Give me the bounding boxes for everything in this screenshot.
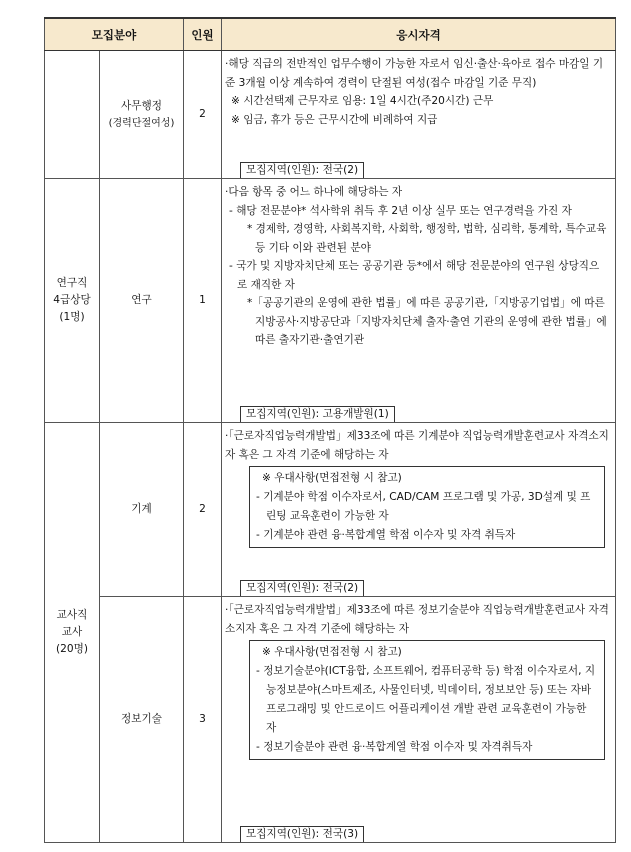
table-row (45, 51, 616, 179)
region-label: 모집지역(인원): 전국(2) (240, 580, 364, 596)
count-cell: 2 (184, 51, 222, 179)
count-cell: 2 (184, 423, 222, 597)
qualification-cell (222, 51, 616, 179)
qualification-cell (222, 179, 616, 423)
preference-item: - 기계분야 학점 이수자로서, CAD/CAM 프로그램 및 가공, 3D설계 및 프린팅 교육훈련이 가능한 자 (256, 491, 591, 522)
preference-title: ※ 우대사항(면접전형 시 참고) (262, 472, 402, 484)
recruitment-table (44, 17, 616, 843)
subfield-cell: 연구 (100, 179, 184, 423)
category-cell: 연구직 4급상당 (1명) (45, 179, 100, 423)
subfield-cell: 사무행정 (경력단절여성) (100, 51, 184, 179)
qualification-cell (222, 597, 616, 843)
table-row (45, 423, 616, 597)
preference-item: - 기계분야 관련 융·복합계열 학점 이수자 및 자격 취득자 (256, 529, 516, 541)
table-row (45, 597, 616, 843)
table-row (45, 179, 616, 423)
region-label: 모집지역(인원): 고용개발원(1) (240, 406, 395, 422)
qualification-item: - 해당 전문분야* 석사학위 취득 후 2년 이상 실무 또는 연구경력을 가진 자 (229, 204, 572, 217)
qualification-cell (222, 423, 616, 597)
qualification-subitem: * 경제학, 경영학, 사회복지학, 사회학, 행정학, 법학, 심리학, 통계학, 특수교육 등 기타 이와 관련된 분야 (247, 223, 607, 254)
header-field: 모집분야 (45, 18, 184, 51)
note-text: ※ 임금, 휴가 등은 근무시간에 비례하여 지급 (231, 113, 438, 126)
header-row (45, 18, 616, 51)
qualification-text: ·해당 직급의 전반적인 업무수행이 가능한 자로서 임신·출산·육아로 접수 마감일 기준 3개월 이상 계속하여 경력이 단절된 여성(접수 마감일 기준 무직) (225, 58, 604, 89)
preference-box (249, 466, 605, 548)
qualification-subitem: *「공공기관의 운영에 관한 법률」에 따른 공공기관,「지방공기업법」에 따른 지방공사·지방공단과「지방자치단체 출자·출연 기관의 운영에 관한 법률」에 따른 출자기관·출연기관 (247, 297, 607, 346)
region-label: 모집지역(인원): 전국(2) (240, 162, 364, 178)
header-count: 인원 (184, 18, 222, 51)
qualification-text: ·다음 항목 중 어느 하나에 해당하는 자 (225, 186, 403, 198)
subfield-cell: 기계 (100, 423, 184, 597)
category-cell (45, 51, 100, 179)
category-cell: 교사직 교사 (20명) (45, 423, 100, 843)
header-qualification: 응시자격 (222, 18, 616, 51)
count-cell: 1 (184, 179, 222, 423)
preference-box (249, 640, 605, 760)
subfield-cell: 정보기술 (100, 597, 184, 843)
region-label: 모집지역(인원): 전국(3) (240, 826, 364, 842)
note-text: ※ 시간선택제 근무자로 임용: 1일 4시간(주20시간) 근무 (231, 95, 494, 107)
preference-title: ※ 우대사항(면접전형 시 참고) (262, 646, 402, 658)
preference-item: - 정보기술분야 관련 융·복합계열 학점 이수자 및 자격취득자 (256, 741, 533, 753)
qualification-text: ·「근로자직업능력개발법」제33조에 따른 정보기술분야 직업능력개발훈련교사 자격소지자 혹은 그 자격 기준에 해당하는 자 (225, 604, 609, 635)
preference-item: - 정보기술분야(ICT융합, 소프트웨어, 컴퓨터공학 등) 학점 이수자로서, 지능정보분야(스마트제조, 사물인터넷, 빅데이터, 정보보안 등) 또는 자바프로그래밍 및 안드로이드 어플리케이션 개발 관련 교육훈련이 가능한 자 (256, 665, 596, 734)
qualification-text: ·「근로자직업능력개발법」제33조에 따른 기계분야 직업능력개발훈련교사 자격소지자 혹은 그 자격 기준에 해당하는 자 (225, 430, 609, 461)
count-cell: 3 (184, 597, 222, 843)
qualification-item: - 국가 및 지방자치단체 또는 공공기관 등*에서 해당 전문분야의 연구원 상당직으로 재직한 자 (229, 260, 600, 291)
